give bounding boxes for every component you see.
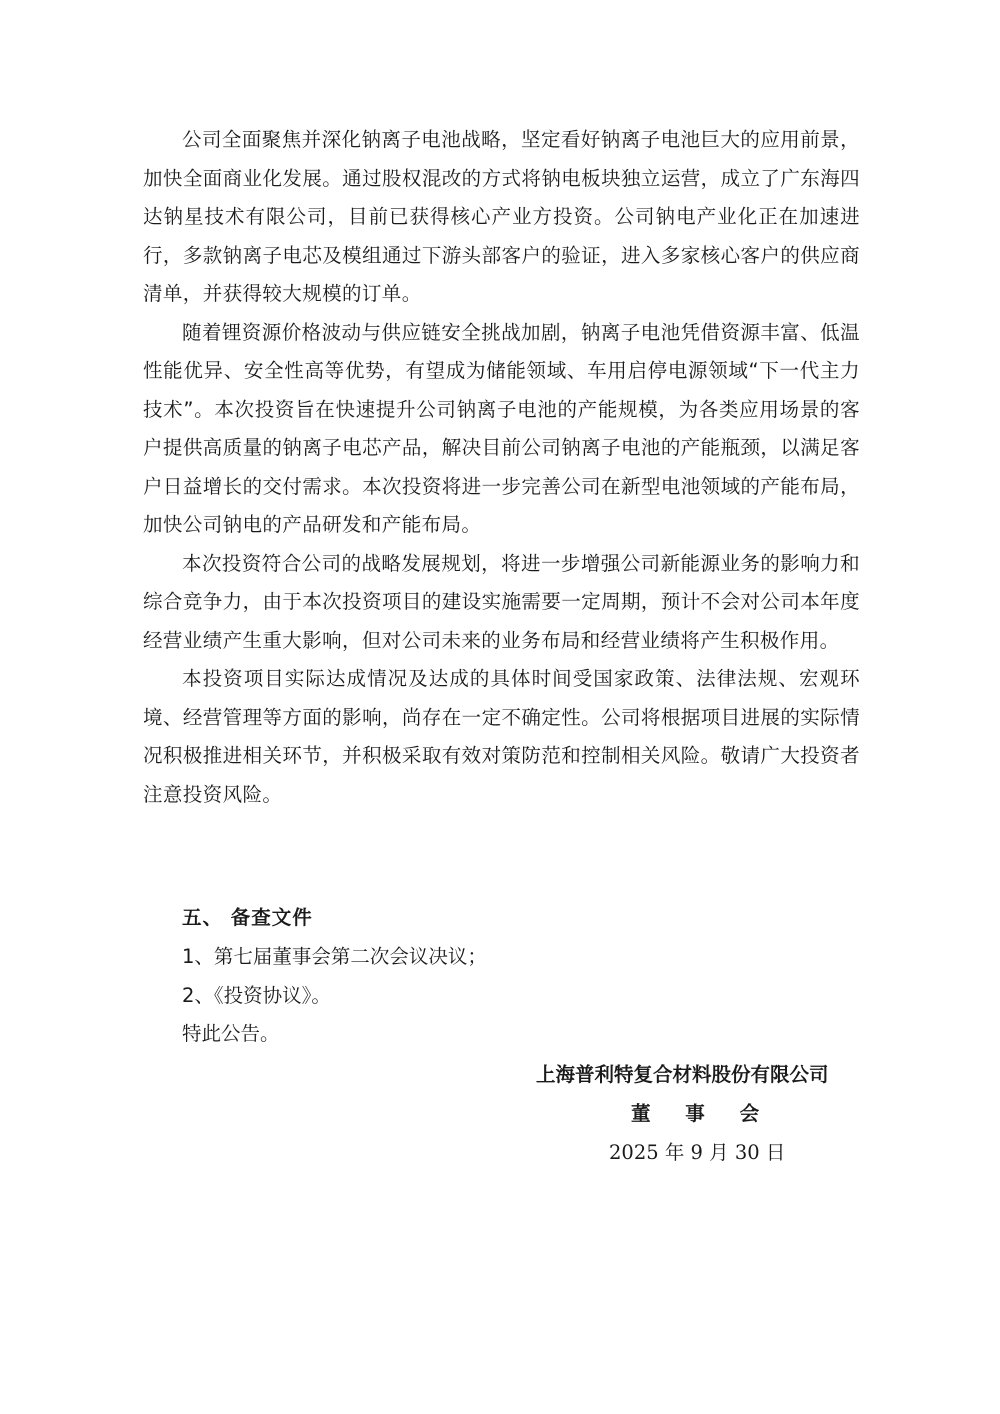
closing-statement: 特此公告。 xyxy=(182,1022,280,1045)
paragraph-investment-purpose: 随着锂资源价格波动与供应链安全挑战加剧，钠离子电池凭借资源丰富、低温性能优异、安全性高等优势，有望成为储能领域、车用启停电源领域“下一代主力技术”。本次投资旨在快速提升公司钠离子电池的产能规模，为各类应用场景的客户提供高质量的钠离子电芯产品，解决目前公司钠离子电池的产能瓶颈，以满足客户日益增长的交付需求。本次投资将进一步完善公司在新型电池领域的产能布局，加快公司钠电的产品研发和产能布局。 xyxy=(143,320,860,536)
body-text xyxy=(143,121,860,814)
reference-item: 1、第七届董事会第二次会议决议； xyxy=(182,945,487,968)
paragraph-sodium-strategy: 公司全面聚焦并深化钠离子电池战略，坚定看好钠离子电池巨大的应用前景，加快全面商业化发展。通过股权混改的方式将钠电板块独立运营，成立了广东海四达钠星技术有限公司，目前已获得核心产业方投资。公司钠电产业化正在加速进行，多款钠离子电芯及模组通过下游头部客户的验证，进入多家核心客户的供应商清单，并获得较大规模的订单。 xyxy=(143,128,860,305)
paragraph-strategic-impact: 本次投资符合公司的战略发展规划，将进一步增强公司新能源业务的影响力和综合竞争力，由于本次投资项目的建设实施需要一定周期，预计不会对公司本年度经营业绩产生重大影响，但对公司未来的业务布局和经营业绩将产生积极作用。 xyxy=(143,551,860,652)
reference-documents-list xyxy=(182,938,487,1015)
paragraph-risk-notice: 本投资项目实际达成情况及达成的具体时间受国家政策、法律法规、宏观环境、经营管理等方面的影响，尚存在一定不确定性。公司将根据项目进展的实际情况积极推进相关环节，并积极采取有效对策防范和控制相关风险。敬请广大投资者注意投资风险。 xyxy=(143,667,860,806)
reference-item: 2、《投资协议》。 xyxy=(182,983,331,1007)
section-heading: 五、 备查文件 xyxy=(182,906,313,929)
signature-company: 上海普利特复合材料股份有限公司 xyxy=(536,1063,829,1086)
signature-date: 2025 年 9 月 30 日 xyxy=(609,1141,786,1164)
signature-board: 董 事 会 xyxy=(631,1102,774,1125)
